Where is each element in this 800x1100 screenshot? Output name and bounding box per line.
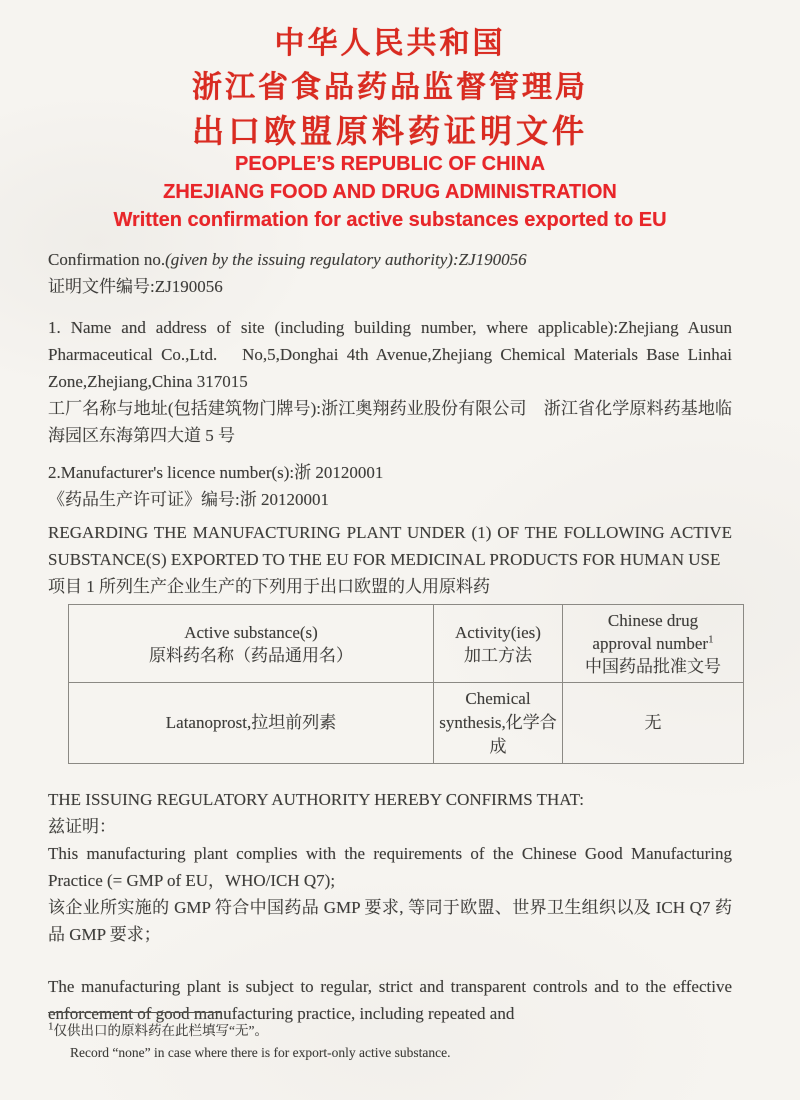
doc-title-cn-subject: 出口欧盟原料药证明文件	[191, 113, 588, 149]
footnote-block	[48, 1012, 738, 1064]
gmp-compliance-en: This manufacturing plant complies with the requirements of the Chinese Good Manufacturing Practice (= GMP of EU，WHO/ICH Q7);	[48, 844, 732, 890]
header-cell-active-substance	[69, 605, 434, 683]
header-active-substance-cn: 原料药名称（药品通用名）	[149, 645, 353, 665]
regarding-statement-cn: 项目 1 所列生产企业生产的下列用于出口欧盟的人用原料药	[48, 577, 490, 596]
doc-title-en-authority: ZHEJIANG FOOD AND DRUG ADMINISTRATION	[163, 181, 617, 203]
header-cell-approval-number	[563, 605, 744, 683]
confirmation-number-line-cn: 证明文件编号:ZJ190056	[48, 277, 223, 296]
active-substance-table	[68, 604, 744, 764]
confirmation-number-note: (given by the issuing regulatory authority)	[165, 250, 453, 269]
controls-statement-en: The manufacturing plant is subject to regular, strict and transparent controls and to the effective enforcement of good manufacturing practice, including repeated and	[48, 977, 732, 1023]
regarding-statement-block	[48, 519, 732, 600]
header-cell-activity	[434, 605, 563, 683]
footnote-line-cn	[48, 1020, 738, 1042]
site-name-address-cn: 工厂名称与地址(包括建筑物门牌号):浙江奥翔药业股份有限公司 浙江省化学原料药基地临海园区东海第四大道 5 号	[48, 399, 732, 445]
header-active-substance-en: Active substance(s)	[184, 622, 318, 642]
footnote-rule	[48, 1012, 220, 1013]
confirms-heading-en: THE ISSUING REGULATORY AUTHORITY HEREBY CONFIRMS THAT:	[48, 790, 584, 809]
doc-title-cn-authority: 浙江省食品药品监督管理局	[192, 71, 588, 104]
cell-substance-name: Latanoprost,拉坦前列素	[69, 683, 434, 764]
licence-number-block	[48, 459, 732, 513]
confirmation-number-value: :ZJ190056	[452, 250, 527, 269]
confirms-heading-cn: 兹证明：	[48, 817, 116, 836]
confirmation-number-line-en	[48, 246, 732, 273]
regarding-statement-en: REGARDING THE MANUFACTURING PLANT UNDER (1) OF THE FOLLOWING ACTIVE SUBSTANCE(S) EXPORTED TO THE EU FOR MEDICINAL PRODUCTS FOR HUMAN USE	[48, 523, 732, 569]
header-approval-number-text: approval number	[592, 634, 709, 653]
doc-title-cn-country: 中华人民共和国	[274, 27, 506, 60]
doc-title-en-subject: Written confirmation for active substances exported to EU	[113, 209, 667, 231]
licence-number-en: 2.Manufacturer's licence number(s):浙 20120001	[48, 463, 384, 482]
gmp-compliance-cn: 该企业所实施的 GMP 符合中国药品 GMP 要求, 等同于欧盟、世界卫生组织以及 ICH Q7 药品 GMP 要求；	[48, 898, 732, 944]
authority-confirmation-block	[48, 786, 732, 948]
header-approval-number-cn: 中国药品批准文号	[585, 657, 721, 676]
site-name-address-block	[48, 314, 732, 449]
site-name-address-en: 1. Name and address of site (including building number, where applicable):Zhejiang Ausun Pharmaceutical Co.,Ltd. No,5,Donghai 4th Avenue,Zhejiang Chemical Materials Base Linhai Zone,Zhejiang,China 317015	[48, 318, 732, 391]
cell-activity: Chemical synthesis,化学合成	[434, 683, 563, 764]
header-approval-number-en-2	[567, 632, 739, 655]
footnote-line-en: Record “none” in case where there is for export-only active substance.	[70, 1045, 451, 1060]
header-approval-number-en-1: Chinese drug	[607, 611, 699, 630]
licence-number-cn: 《药品生产许可证》编号:浙 20120001	[48, 490, 329, 509]
cell-approval-number: 无	[563, 683, 744, 764]
confirmation-number-label: Confirmation no.	[48, 250, 166, 269]
table-row	[69, 683, 744, 764]
doc-title-en-country: PEOPLE’S REPUBLIC OF CHINA	[234, 153, 546, 175]
header-activity-en: Activity(ies)	[455, 622, 541, 642]
confirmation-number-block	[48, 246, 732, 300]
footnote-marker: 1	[48, 1020, 54, 1033]
table-header-row	[69, 605, 744, 683]
footnote-reference-mark: 1	[708, 633, 714, 646]
header-activity-cn: 加工方法	[464, 645, 532, 665]
footnote-text-cn: 仅供出口的原料药在此栏填写“无”。	[53, 1023, 268, 1038]
